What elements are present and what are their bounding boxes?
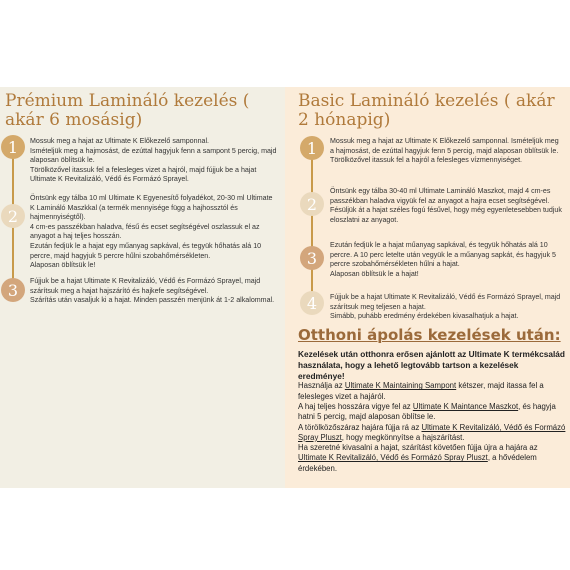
premium-step-3-text: Fújjuk be a hajat Ultimate K Revitalizáló, Védő és Formázó Sprayel, majd szárítsuk meg a hajat hajszárító és hajkefe segítségével. Szárítás után vasaljuk ki a hajat. Minden passzén menjünk át 1-2 alkalommal. [30, 277, 275, 305]
step-number: 1 [7, 137, 19, 157]
basic-column [285, 87, 570, 488]
step-number: 3 [7, 280, 19, 300]
text: , hogy megkönnyítse a hajszárítást. [341, 432, 465, 442]
home-care-body [298, 349, 566, 474]
product-link[interactable]: Ultimate K Revitalizáló, Védő és Formázó Spray Pluszt [298, 422, 566, 442]
step-number-circle [300, 246, 324, 270]
step-number-circle [300, 136, 324, 160]
home-care-step [298, 423, 566, 444]
step-number-circle [300, 192, 324, 216]
step-number-circle [1, 135, 25, 159]
premium-column [0, 87, 285, 488]
text: kétszer, majd itassa fel a felesleges vizet a hajáról. [298, 381, 544, 401]
home-care-step [298, 402, 566, 423]
basic-step-3-text: Ezután fedjük le a hajat műanyag sapkával, és tegyük hőhatás alá 10 percre. A 10 perc letelte után vegyük le a műanyag sapkát, és hagyjuk 5 percre szobahőmérsékleten hűlni a hajat. Alaposan öblítsük le a hajat! [330, 241, 556, 278]
basic-step-4-text: Fújjuk be a hajat Ultimate K Revitalizáló, Védő és Formázó Sprayel, majd szárítsuk meg teljesen a hajat. Simább, puhább eredmény érdekében kivasalhatjuk a hajat. [330, 293, 561, 321]
basic-step-1-text: Mossuk meg a hajat az Ultimate K Előkezelő samponnal. Ismételjük meg a hajmosást, de ezúttal hagyjuk fenn 5 percig, majd alaposan öblítsük le. Törölközővel itassuk fel a hajról a felesleges vízmennyiséget. [330, 137, 559, 165]
step-number: 3 [306, 248, 318, 268]
basic-step-2-text: Öntsünk egy tálba 30-40 ml Ultimate Lamináló Maszkot, majd 4 cm-es passzékban haladva vigyük fel az anyagot a hajra ecset segítségével. Fésüljük át a hajat széles fogú fésűvel, hogy még egyenletesebben tudjuk eloszlatni az anyagot. [330, 187, 562, 224]
home-care-step [298, 443, 566, 474]
step-number: 2 [306, 194, 318, 214]
home-care-step [298, 381, 566, 402]
premium-title: Prémium Lamináló kezelés ( akár 6 mosásig) [5, 91, 250, 130]
step-number-circle [1, 204, 25, 228]
home-care-intro: Kezelések után otthonra erősen ajánlott az Ultimate K termékcsalád használata, hogy a lehető legtovább tartson a kezelések eredménye! [298, 349, 565, 381]
document-page [0, 87, 570, 488]
premium-step-1-text: Mossuk meg a hajat az Ultimate K Előkezelő samponnal. Ismételjük meg a hajmosást, de ezúttal hagyjuk fenn a sampont 5 percig, majd alaposan öblítsük le. Törölközővel itassuk fel a felesleges vizet a hajról, majd fújjuk be a hajat Ultimate K Revitalizáló, Védő és Formázó Sprayel. [30, 137, 277, 184]
text: , és hagyja hatni 5 percig, majd alaposan öblítse le. [298, 401, 556, 422]
product-link[interactable]: Ultimate K Maintaining Sampont [344, 381, 457, 391]
text: A haj teljes hosszára vigye fel az [298, 401, 413, 411]
text: A törölközőszáraz hajára fújja rá az [298, 422, 422, 432]
premium-step-2-text: Öntsünk egy tálba 10 ml Ultimate K Egyenesítő folyadékot, 20-30 ml Ultimate K Lamináló Maszkkal (a termék mennyisége függ a hajhossztól és hajmennyiségtől). 4 cm-es passzékban haladva, fésű és ecset segítségével oszlassuk el az anyagot a haj teljes hosszán. Ezután fedjük le a hajat egy műanyag sapkával, és tegyük hőhatás alá 10 percre, majd hagyjuk 5 percre hűlni szobahőmérsékleten. Alaposan öblítsük le! [30, 194, 273, 270]
step-number: 2 [7, 206, 19, 226]
home-care-title: Otthoni ápolás kezelések után: [298, 326, 561, 344]
timeline-line [311, 137, 313, 312]
basic-title: Basic Lamináló kezelés ( akár 2 hónapig) [298, 91, 555, 130]
step-number: 1 [306, 138, 318, 158]
product-link[interactable]: Ultimate K Revitalizáló, Védő és Formázó Spray Pluszt [298, 453, 488, 463]
step-number-circle [300, 291, 324, 315]
step-number: 4 [306, 293, 318, 313]
text: Ha szeretné kivasalni a hajat, szárítást követően fújja újra a hajára az [298, 443, 538, 453]
text: , a hővédelem érdekében. [298, 453, 537, 473]
text: Használja az [298, 381, 345, 391]
product-link[interactable]: Ultimate K Maintance Maszkot [412, 401, 519, 411]
step-number-circle [1, 278, 25, 302]
